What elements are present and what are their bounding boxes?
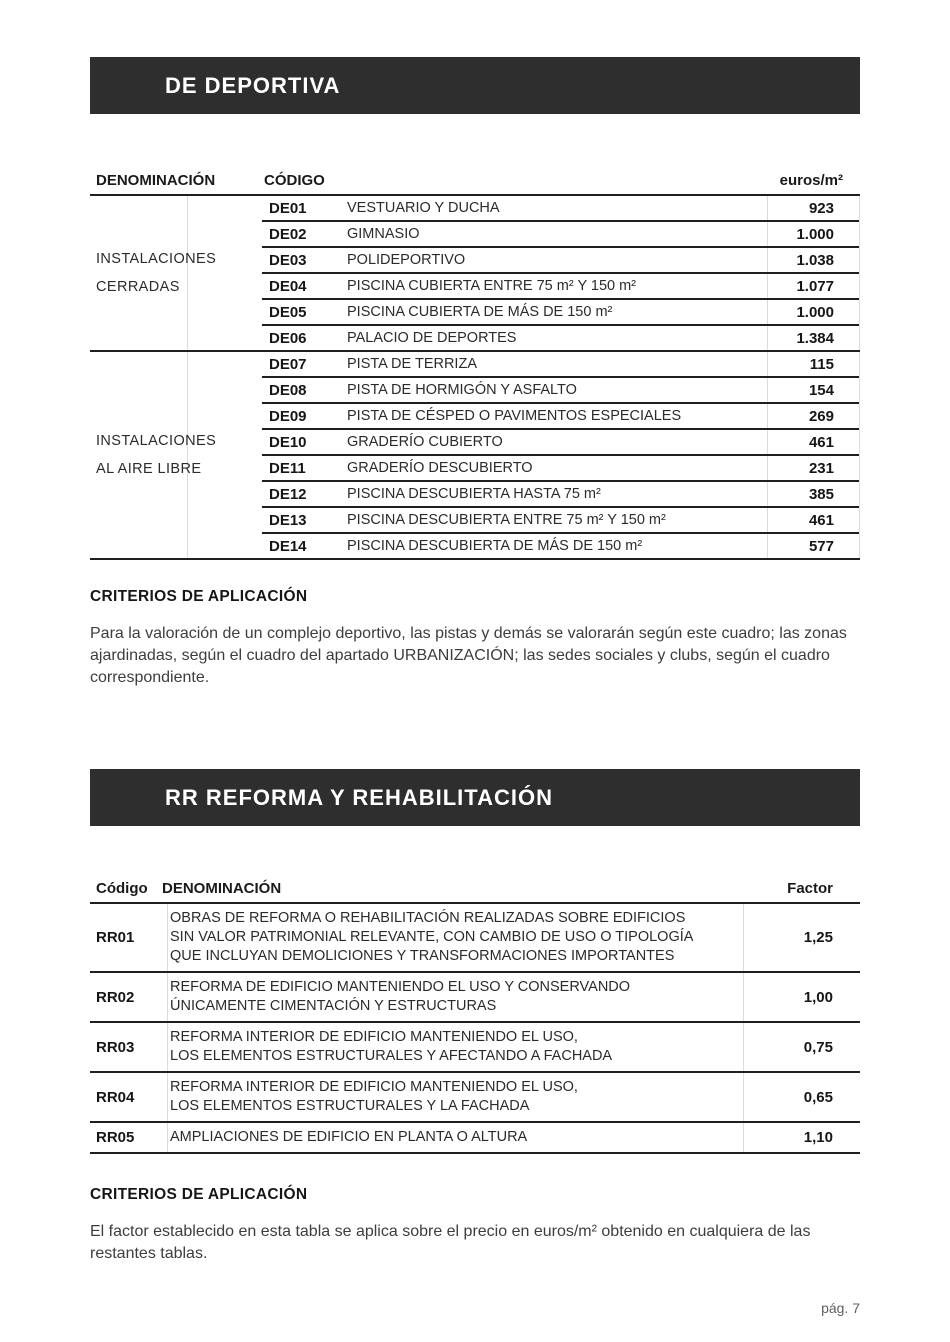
row-code: RR04 [90,1073,168,1121]
description-line: REFORMA DE EDIFICIO MANTENIENDO EL USO Y CONSERVANDO [170,979,631,995]
table-row [262,456,859,482]
row-code: DE04 [269,277,307,295]
row-description [168,1023,743,1071]
column-header-codigo: Código [96,880,148,897]
row-value: 1.077 [767,274,859,298]
row-code: DE05 [269,303,307,321]
description-line: LOS ELEMENTOS ESTRUCTURALES Y AFECTANDO A FACHADA [170,1048,613,1064]
reforma-table [90,880,860,1154]
row-value: 269 [767,404,859,428]
criterios-de-aplicacion-deportiva [90,588,860,689]
row-value: 385 [767,482,859,506]
row-code: DE09 [269,407,307,425]
table-row [262,378,859,404]
table-row [262,534,859,558]
row-value: 231 [767,456,859,480]
row-code: DE14 [269,537,307,555]
table-row [90,973,860,1023]
row-description [168,1073,743,1121]
criterios-heading: CRITERIOS DE APLICACIÓN [90,1186,308,1203]
table-row [262,300,859,326]
column-header-factor: Factor [787,880,833,897]
group-label-line: CERRADAS [96,279,180,295]
group-rows [262,196,860,350]
row-factor: 1,10 [743,1123,860,1152]
table-row [262,404,859,430]
table-row [90,1123,860,1154]
row-code: DE07 [269,355,307,373]
column-header-denominacion: DENOMINACIÓN [96,172,216,189]
row-description: PISCINA CUBIERTA DE MÁS DE 150 m² [347,304,613,320]
row-value: 577 [767,534,859,558]
group-instalaciones-cerradas [90,196,860,352]
criterios-paragraph: Para la valoración de un complejo deportivo, las pistas y demás se valorarán según este cuadro; las zonas ajardinadas, según el cuadro del apartado URBANIZACIÓN; las sedes sociales y clubs, según el cuadro correspondiente. [90,625,847,686]
row-description: GIMNASIO [347,226,420,242]
row-description: PISTA DE CÉSPED O PAVIMENTOS ESPECIALES [347,408,682,424]
section-title-rr-reforma: RR REFORMA Y REHABILITACIÓN [165,784,553,810]
deportiva-table [90,172,860,560]
group-instalaciones-al-aire-libre [90,352,860,560]
row-factor: 0,65 [743,1073,860,1121]
row-description [168,973,743,1021]
description-line: QUE INCLUYAN DEMOLICIONES Y TRANSFORMACIONES IMPORTANTES [170,948,675,964]
row-code: DE10 [269,433,307,451]
row-value: 461 [767,508,859,532]
section-title-de-deportiva: DE DEPORTIVA [165,72,341,98]
reforma-table-header [90,880,860,904]
criterios-de-aplicacion-reforma [90,1186,860,1265]
row-factor: 1,25 [743,904,860,971]
page-number: pág. 7 [821,1300,860,1316]
row-description: PISCINA DESCUBIERTA HASTA 75 m² [347,486,601,502]
table-row [262,326,859,350]
group-label-line: INSTALACIONES [96,251,217,267]
row-code: RR03 [90,1023,168,1071]
row-description: GRADERÍO CUBIERTO [347,434,503,450]
row-value: 1.000 [767,300,859,324]
row-code: DE13 [269,511,307,529]
row-code: DE12 [269,485,307,503]
row-description: PISCINA DESCUBIERTA DE MÁS DE 150 m² [347,538,643,554]
row-value: 115 [767,352,859,376]
row-description: PISTA DE HORMIGÓN Y ASFALTO [347,382,577,398]
group-label [90,196,217,350]
group-label [90,352,217,558]
row-description [168,1123,743,1152]
row-code: DE03 [269,251,307,269]
row-value: 1.384 [767,326,859,350]
table-row [262,248,859,274]
description-line: LOS ELEMENTOS ESTRUCTURALES Y LA FACHADA [170,1098,530,1114]
description-line: REFORMA INTERIOR DE EDIFICIO MANTENIENDO EL USO, [170,1079,578,1095]
row-description: PALACIO DE DEPORTES [347,330,517,346]
row-description: GRADERÍO DESCUBIERTO [347,460,533,476]
section-banner-rr-reforma [90,769,860,826]
table-row [262,196,859,222]
group-rows [262,352,860,558]
table-row [262,352,859,378]
row-value: 1.000 [767,222,859,246]
row-description: PISCINA CUBIERTA ENTRE 75 m² Y 150 m² [347,278,637,294]
row-description [168,904,743,971]
table-row [262,430,859,456]
row-description: VESTUARIO Y DUCHA [347,200,500,216]
column-header-euros-m2: euros/m² [779,172,843,189]
table-row [262,222,859,248]
table-row [90,904,860,973]
row-code: DE01 [269,199,307,217]
table-row [262,482,859,508]
column-header-codigo: CÓDIGO [264,172,325,189]
table-row [262,274,859,300]
row-code: DE11 [269,459,306,477]
section-banner-de-deportiva [90,57,860,114]
table-row [90,1023,860,1073]
description-line: ÚNICAMENTE CIMENTACIÓN Y ESTRUCTURAS [170,998,497,1014]
description-line: REFORMA INTERIOR DE EDIFICIO MANTENIENDO EL USO, [170,1029,578,1045]
group-label-line: AL AIRE LIBRE [96,461,202,477]
row-value: 923 [767,196,859,220]
row-value: 1.038 [767,248,859,272]
row-factor: 1,00 [743,973,860,1021]
deportiva-table-header [90,172,860,196]
row-description: PISTA DE TERRIZA [347,356,477,372]
description-line: OBRAS DE REFORMA O REHABILITACIÓN REALIZADAS SOBRE EDIFICIOS [170,910,686,926]
row-code: RR02 [90,973,168,1021]
table-row [90,1073,860,1123]
table-row [262,508,859,534]
row-code: RR01 [90,904,168,971]
row-code: DE08 [269,381,307,399]
row-code: DE02 [269,225,307,243]
criterios-heading: CRITERIOS DE APLICACIÓN [90,588,308,605]
criterios-paragraph: El factor establecido en esta tabla se aplica sobre el precio en euros/m² obtenido en cualquiera de las restantes tablas. [90,1223,811,1262]
row-description: POLIDEPORTIVO [347,252,466,268]
row-description: PISCINA DESCUBIERTA ENTRE 75 m² Y 150 m² [347,512,666,528]
row-value: 461 [767,430,859,454]
description-line: AMPLIACIONES DE EDIFICIO EN PLANTA O ALTURA [170,1129,528,1145]
row-code: DE06 [269,329,307,347]
row-code: RR05 [90,1123,168,1152]
row-value: 154 [767,378,859,402]
row-factor: 0,75 [743,1023,860,1071]
group-label-line: INSTALACIONES [96,433,217,449]
column-header-denominacion: DENOMINACIÓN [162,880,282,897]
description-line: SIN VALOR PATRIMONIAL RELEVANTE, CON CAMBIO DE USO O TIPOLOGÍA [170,929,694,945]
page-content [90,57,860,1265]
